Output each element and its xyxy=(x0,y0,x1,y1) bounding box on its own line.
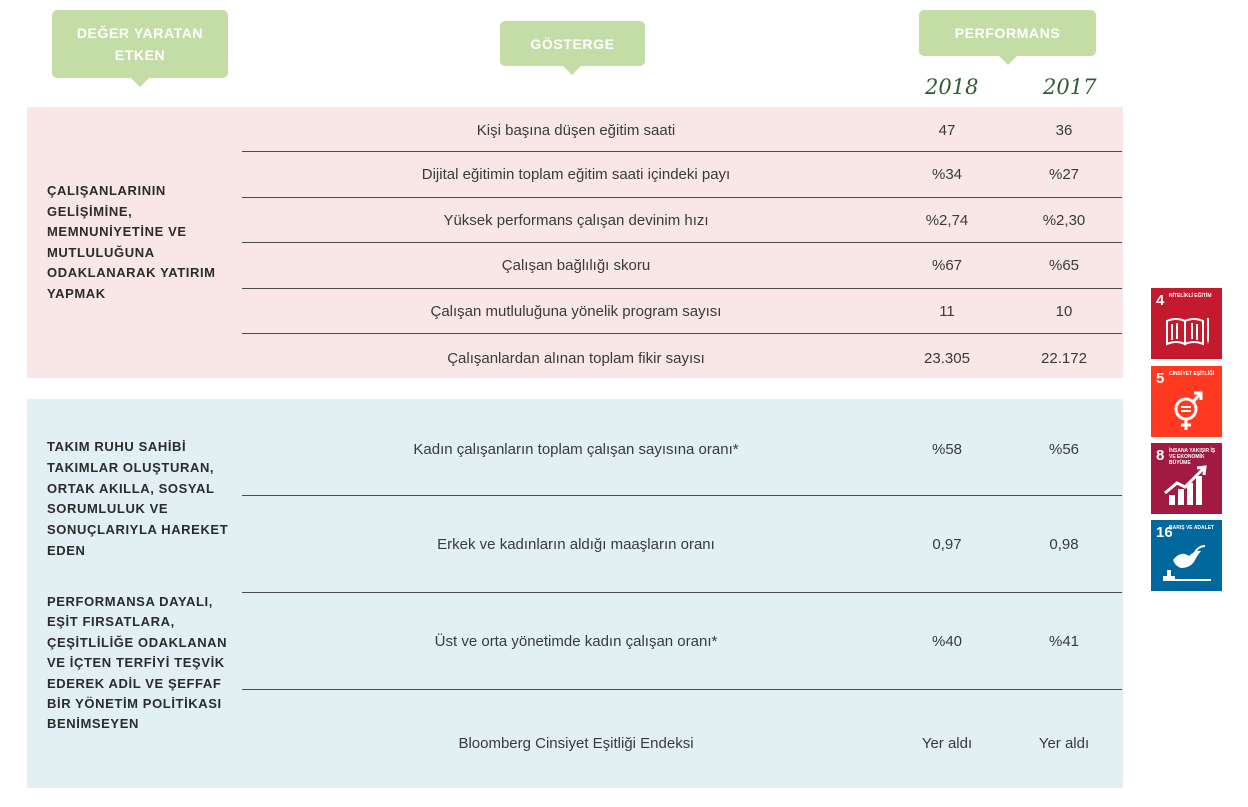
value-2018-cell: 23.305 xyxy=(924,349,970,367)
growth-chart-icon xyxy=(1151,443,1222,514)
indicator-cell: Yüksek performans çalışan devinim hızı xyxy=(443,211,709,229)
value-2018-cell: %58 xyxy=(931,440,963,458)
sdg-label: NİTELİKLİ EĞİTİM xyxy=(1169,293,1212,299)
indicator-cell: Kadın çalışanların toplam çalışan sayısına oranı* xyxy=(413,440,739,458)
sdg-label: CİNSİYET EŞİTLİĞİ xyxy=(1169,371,1215,377)
sdg-label: İNSANA YAKIŞIR İŞ VE EKONOMİK BÜYÜME xyxy=(1169,448,1216,466)
indicator-header-label: GÖSTERGE xyxy=(500,21,645,66)
sdg-4-quality-education-tile xyxy=(1151,288,1222,359)
table-row xyxy=(242,403,1122,496)
sdg-16-peace-justice-tile xyxy=(1151,520,1222,591)
table-row xyxy=(242,109,1122,152)
sdg-label: BARIŞ VE ADALET xyxy=(1169,525,1215,531)
indicator-cell: Kişi başına düşen eğitim saati xyxy=(476,121,676,139)
value-2017-cell: Yer aldı xyxy=(1038,734,1090,752)
value-2018-cell: %40 xyxy=(931,632,963,650)
indicator-cell: Bloomberg Cinsiyet Eşitliği Endeksi xyxy=(458,734,694,752)
value-2017-cell: %2,30 xyxy=(1042,211,1086,229)
driver-header-label: DEĞER YARATAN ETKEN xyxy=(52,10,228,78)
table-row xyxy=(242,198,1122,243)
value-2017-cell: %56 xyxy=(1048,440,1080,458)
sdg-8-decent-work-tile xyxy=(1151,443,1222,514)
value-2018-cell: %34 xyxy=(931,166,963,183)
value-2017-cell: 10 xyxy=(1055,302,1073,320)
value-2018-cell: 11 xyxy=(939,302,955,320)
gender-equality-icon xyxy=(1151,366,1222,437)
indicator-cell: Çalışanlardan alınan toplam fikir sayısı xyxy=(447,349,705,367)
indicator-cell: Üst ve orta yönetimde kadın çalışan oranı* xyxy=(434,632,718,650)
section2-driver-text-a: TAKIM RUHU SAHİBİ TAKIMLAR OLUŞTURAN, ORTAK AKILLA, SOSYAL SORUMLULUK VE SONUÇLARIYLA HAREKET EDEN xyxy=(47,439,229,558)
value-2018-cell: %2,74 xyxy=(925,211,969,229)
indicator-cell: Çalışan mutluluğuna yönelik program sayısı xyxy=(430,302,722,320)
table-row xyxy=(242,289,1122,334)
value-2017-cell: %27 xyxy=(1048,166,1080,183)
table-row xyxy=(242,334,1122,382)
value-2017-cell: %41 xyxy=(1048,632,1080,650)
sdg-5-gender-equality-tile xyxy=(1151,366,1222,437)
value-2017-cell: %65 xyxy=(1048,257,1080,274)
indicator-cell: Çalışan bağlılığı skoru xyxy=(501,257,651,274)
year-2018-heading: 2018 xyxy=(925,75,979,99)
performance-header-label: PERFORMANS xyxy=(919,10,1096,56)
table-row xyxy=(242,690,1122,796)
value-2018-cell: %67 xyxy=(931,257,963,274)
value-2017-cell: 22.172 xyxy=(1041,349,1087,367)
value-2018-cell: Yer aldı xyxy=(921,734,973,752)
value-2017-cell: 36 xyxy=(1055,121,1073,139)
sdg-number: 16 xyxy=(1156,524,1173,541)
indicator-cell: Erkek ve kadınların aldığı maaşların oranı xyxy=(437,535,715,553)
sdg-number: 4 xyxy=(1156,292,1165,309)
table-row xyxy=(242,593,1122,690)
book-icon xyxy=(1151,288,1222,359)
table-row xyxy=(242,152,1122,198)
indicator-cell: Dijital eğitimin toplam eğitim saati içindeki payı xyxy=(421,166,731,183)
dove-gavel-icon xyxy=(1151,520,1222,591)
section1-driver-text: ÇALIŞANLARININ GELİŞİMİNE, MEMNUNİYETİNE VE MUTLULUĞUNA ODAKLANARAK YATIRIM YAPMAK xyxy=(47,183,216,301)
sdg-number: 8 xyxy=(1156,447,1165,464)
section2-driver-text-b: PERFORMANSA DAYALI, EŞİT FIRSATLARA, ÇEŞİTLİLİĞE ODAKLANAN VE İÇTEN TERFİYİ TEŞVİK EDEREK ADİL VE ŞEFFAF BİR YÖNETİM POLİTİKASI BENİMSEYEN xyxy=(47,594,228,732)
value-2017-cell: 0,98 xyxy=(1049,535,1079,553)
value-2018-cell: 0,97 xyxy=(932,535,962,553)
table-row xyxy=(242,243,1122,289)
table-row xyxy=(242,496,1122,593)
value-2018-cell: 47 xyxy=(938,121,956,139)
year-2017-heading: 2017 xyxy=(1043,75,1097,99)
sdg-number: 5 xyxy=(1156,370,1165,387)
